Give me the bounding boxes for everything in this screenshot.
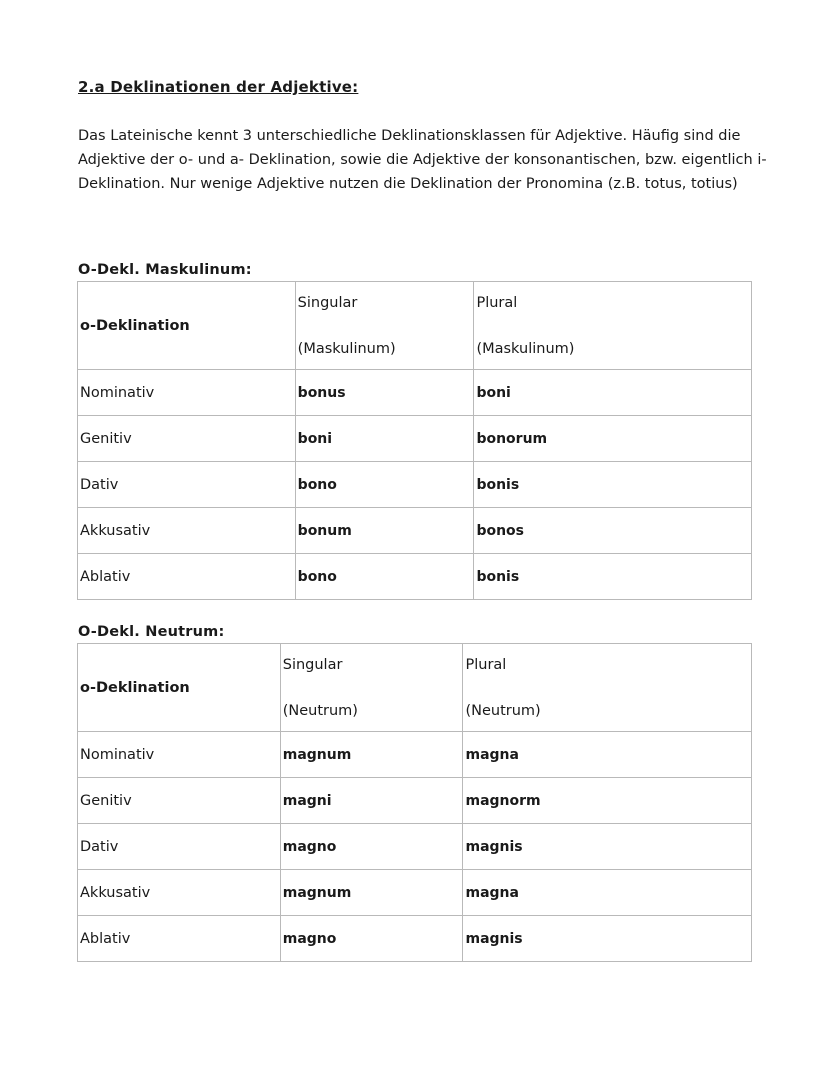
singular-label: Singular	[282, 656, 343, 673]
table-row	[78, 778, 752, 824]
section-heading: 2.a Deklinationen der Adjektive:	[78, 78, 359, 96]
plural-form-cell: magnis	[463, 916, 752, 962]
singular-form-cell: magnum	[280, 870, 463, 916]
corner-cell: o-Deklination	[78, 644, 281, 732]
plural-form-cell: bonorum	[474, 416, 752, 462]
plural-header	[463, 644, 752, 732]
table-row	[78, 370, 752, 416]
singular-form-cell: bono	[295, 554, 474, 600]
singular-form-cell: bonus	[295, 370, 474, 416]
declension-table-neutrum	[77, 643, 752, 962]
plural-form-cell: bonis	[474, 554, 752, 600]
singular-label: Singular	[297, 294, 358, 311]
plural-form-cell: magna	[463, 870, 752, 916]
singular-gender-label: (Neutrum)	[282, 702, 358, 719]
singular-header	[280, 644, 463, 732]
case-cell: Genitiv	[78, 778, 281, 824]
table-header-row	[78, 282, 752, 370]
case-cell: Ablativ	[78, 554, 296, 600]
table-row	[78, 824, 752, 870]
case-cell: Ablativ	[78, 916, 281, 962]
plural-gender-label: (Neutrum)	[465, 702, 541, 719]
case-cell: Nominativ	[78, 732, 281, 778]
corner-cell: o-Deklination	[78, 282, 296, 370]
singular-header	[295, 282, 474, 370]
table-row	[78, 732, 752, 778]
plural-header	[474, 282, 752, 370]
table-row	[78, 916, 752, 962]
singular-form-cell: magnum	[280, 732, 463, 778]
table-header-row	[78, 644, 752, 732]
table-row	[78, 416, 752, 462]
plural-form-cell: bonos	[474, 508, 752, 554]
table-row	[78, 462, 752, 508]
case-cell: Akkusativ	[78, 508, 296, 554]
singular-form-cell: magni	[280, 778, 463, 824]
plural-gender-label: (Maskulinum)	[476, 340, 575, 357]
case-cell: Nominativ	[78, 370, 296, 416]
table-row	[78, 554, 752, 600]
singular-gender-label: (Maskulinum)	[297, 340, 396, 357]
table-title-neutrum: O-Dekl. Neutrum:	[78, 624, 225, 640]
case-cell: Genitiv	[78, 416, 296, 462]
plural-form-cell: magnis	[463, 824, 752, 870]
plural-label: Plural	[476, 294, 518, 311]
plural-form-cell: magna	[463, 732, 752, 778]
table-row	[78, 508, 752, 554]
table-row	[78, 870, 752, 916]
plural-form-cell: magnorm	[463, 778, 752, 824]
case-cell: Dativ	[78, 462, 296, 508]
singular-form-cell: boni	[295, 416, 474, 462]
singular-form-cell: bonum	[295, 508, 474, 554]
case-cell: Akkusativ	[78, 870, 281, 916]
case-cell: Dativ	[78, 824, 281, 870]
declension-table-maskulinum	[77, 281, 752, 600]
singular-form-cell: bono	[295, 462, 474, 508]
plural-form-cell: bonis	[474, 462, 752, 508]
singular-form-cell: magno	[280, 824, 463, 870]
plural-label: Plural	[465, 656, 507, 673]
singular-form-cell: magno	[280, 916, 463, 962]
intro-paragraph: Das Lateinische kennt 3 unterschiedliche Deklinationsklassen für Adjektive. Häufig sind die Adjektive der o- und a- Deklination, sowie die Adjektive der konsonantischen, bzw. eigentlich i-Deklination. Nur wenige Adjektive nutzen die Deklination der Pronomina (z.B. totus, totius)	[78, 128, 767, 192]
plural-form-cell: boni	[474, 370, 752, 416]
table-title-maskulinum: O-Dekl. Maskulinum:	[78, 262, 252, 278]
